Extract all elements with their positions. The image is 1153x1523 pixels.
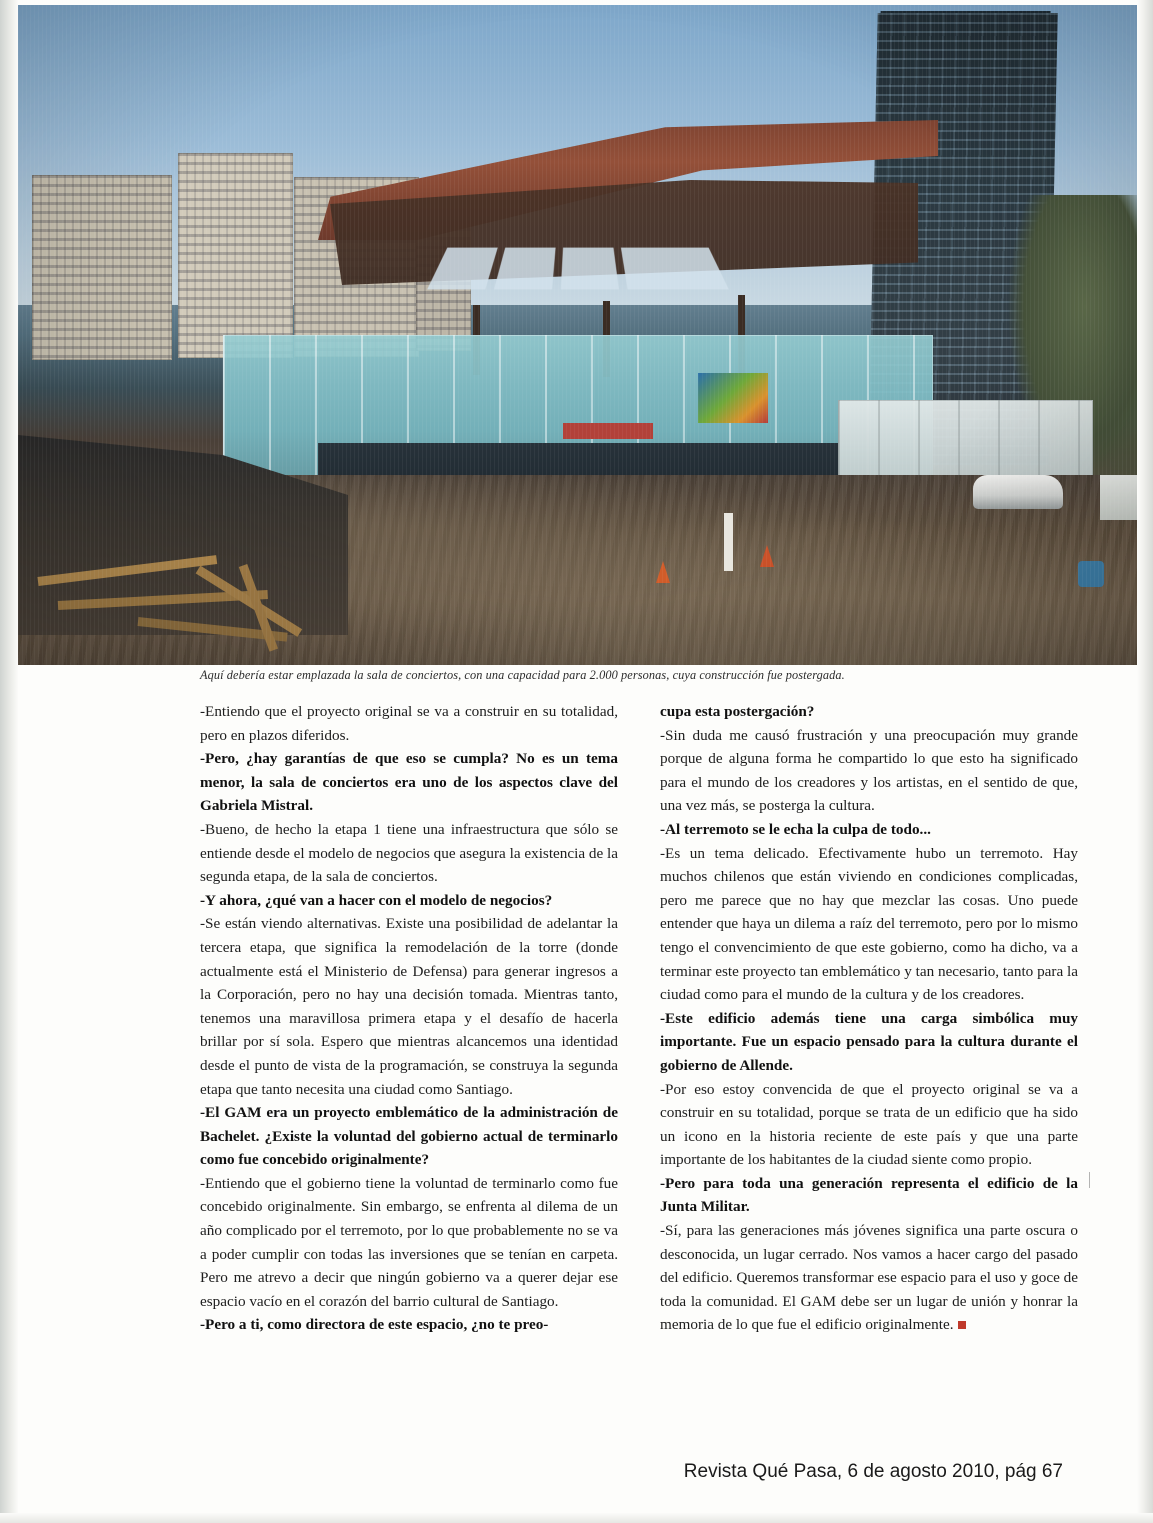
paragraph-question: -Pero a ti, como directora de este espacio, ¿no te preo- — [200, 1316, 549, 1334]
paragraph-question: -Al terremoto se le echa la culpa de todo... — [660, 820, 931, 838]
fence-red-sign — [563, 423, 653, 439]
traffic-cone — [656, 561, 670, 583]
photo-base — [18, 5, 1137, 665]
paragraph-question: cupa esta postergación? — [660, 703, 815, 720]
paragraph-question: -Y ahora, ¿qué van a hacer con el modelo de negocios? — [200, 891, 553, 909]
parked-car — [973, 475, 1063, 509]
left-column — [200, 700, 618, 1337]
site-container — [1100, 475, 1137, 520]
paragraph-text: -Sí, para las generaciones más jóvenes significa una parte oscura o desconocida, un lugar cerrado. Nos vamos a hacer cargo del pasado del edificio. Queremos transformar ese espacio para el uso y goce de toda la comunidad. El GAM debe ser un lugar de unión y honrar la memoria de lo que fue el edificio originalmente. — [660, 1222, 1078, 1334]
paragraph: -Entiendo que el gobierno tiene la voluntad de terminarlo como fue concebido originalmente. Sin embargo, se enfrenta al dilema de un año complicado por el terremoto, por lo que probablemente no se va a poder cumplir con todas las inversiones que se tenían en carpeta. Pero me atrevo a decir que ningún gobierno va a querer dejar ese espacio vacío en el corazón del barrio cultural de Santiago. — [200, 1174, 618, 1310]
paragraph-question: -Pero, ¿hay garantías de que eso se cumpla? No es un tema menor, la sala de conciertos era uno de los aspectos clave del Gabriela Mistral. — [200, 750, 618, 815]
paragraph: -Entiendo que el proyecto original se va a construir en su totalidad, pero en plazos diferidos. — [200, 703, 618, 744]
paragraph: -Es un tema delicado. Efectivamente hubo un terremoto. Hay muchos chilenos que están viviendo en condiciones complicadas, pero me parece que no hay que mezclar las cosas. Uno puede entender que haya un dilema a raíz del terremoto, pero por lo mismo tengo el convencimiento de que este gobierno, como ha dicho, va a terminar este proyecto tan emblemático y tan necesario, tanto para la ciudad como para el mundo de la cultura y de los creadores. — [660, 844, 1078, 1004]
canopy-skylights — [427, 248, 729, 290]
paragraph-question: -El GAM era un proyecto emblemático de la administración de Bachelet. ¿Existe la voluntad del gobierno actual de terminarlo como fue concebido originalmente? — [200, 1104, 618, 1169]
traffic-cone — [760, 545, 774, 567]
paragraph-question: -Este edificio además tiene una carga simbólica muy importante. Fue un espacio pensado para la cultura durante el gobierno de Allende. — [660, 1009, 1078, 1074]
apartment-building-2 — [178, 153, 293, 358]
scan-left-edge — [0, 0, 18, 1523]
paragraph: -Por eso estoy convencida de que el proyecto original se va a construir en su totalidad, porque se trata de un edificio que ha sido un icono en la historia reciente de este país y que una parte importante de los habitantes de la ciudad siente como propio. — [660, 1080, 1078, 1169]
end-mark — [958, 1321, 966, 1329]
paragraph: -Se están viendo alternativas. Existe una posibilidad de adelantar la tercera etapa, que significa la remodelación de la torre (donde actualmente está el Ministerio de Defensa) para generar ingresos a la Corporación, pero no hay una decisión tomada. Mientras tanto, tenemos una maravillosa primera etapa y el desafío de hacerla brillar por sí sola. Espero que mientras alcancemos una identidad desde el punto de vista de la programación, se construya la segunda etapa que tanto necesita una ciudad como Santiago. — [200, 915, 618, 1098]
right-column — [660, 700, 1078, 1337]
blue-barrel — [1078, 561, 1104, 587]
source-citation: Revista Qué Pasa, 6 de agosto 2010, pág 67 — [683, 1461, 1063, 1482]
pencil-mark — [1089, 1172, 1090, 1188]
paragraph-final — [660, 1219, 1078, 1337]
scan-right-edge — [1137, 0, 1153, 1523]
apartment-building-1 — [32, 175, 172, 360]
white-post — [724, 513, 733, 571]
paragraph: -Bueno, de hecho la etapa 1 tiene una infraestructura que sólo se entiende desde el modelo de negocios que asegura la existencia de la segunda etapa, de la sala de conciertos. — [200, 820, 618, 886]
gam-construction-site-photo — [18, 5, 1137, 665]
fence-poster — [698, 373, 768, 423]
photo-caption: Aquí debería estar emplazada la sala de conciertos, con una capacidad para 2.000 personas, cuya construcción fue postergada. — [200, 668, 845, 682]
paragraph: -Sin duda me causó frustración y una preocupación muy grande porque de alguna forma he compartido lo que esto ha significado para el mundo de los creadores y los artistas, en el sentido de que, una vez más, se posterga la cultura. — [660, 726, 1078, 815]
scan-bottom-edge — [0, 1513, 1153, 1523]
article-body — [200, 700, 1078, 1337]
paragraph-question: -Pero para toda una generación representa el edificio de la Junta Militar. — [660, 1174, 1078, 1216]
